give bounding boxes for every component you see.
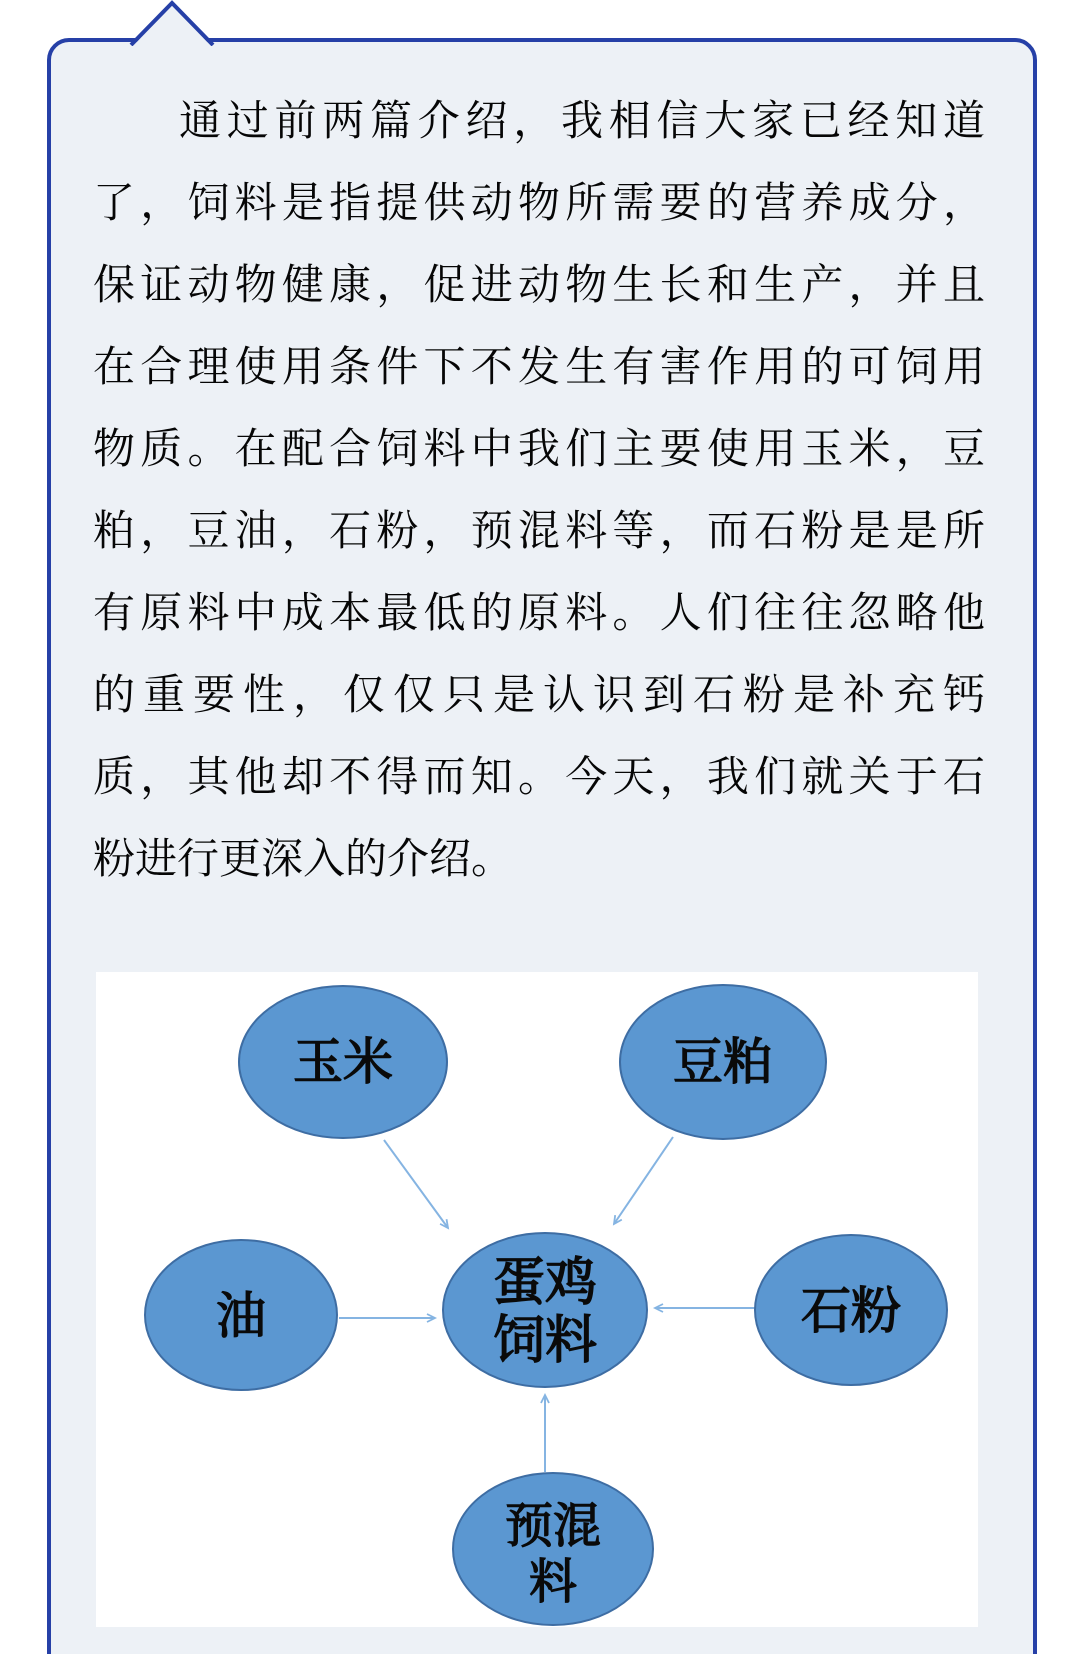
node-stone-powder-label: 石粉 [801,1281,901,1340]
arrow-corn-to-feed [384,1140,448,1228]
node-premix-label-line1: 预混 [504,1498,602,1554]
node-corn [239,986,447,1138]
node-corn-label: 玉米 [293,1032,393,1091]
article-paragraph [93,80,985,900]
node-premix-label-line2: 料 [528,1554,578,1610]
paragraph-line: 粉进行更深入的介绍。 [93,835,514,882]
node-soybean-meal [620,985,826,1139]
node-stone-powder [755,1235,947,1385]
bubble-tail-icon [129,0,215,46]
paragraph-line: 保证动物健康，促进动物生长和生产，并且 [93,261,985,308]
node-layer-feed-label-line1: 蛋鸡 [492,1252,598,1313]
node-layer-feed [443,1233,647,1387]
paragraph-line: 在合理使用条件下不发生有害作用的可饲用 [93,343,985,390]
paragraph-line: 粕，豆油，石粉，预混料等，而石粉是是所 [93,507,985,554]
node-oil [145,1240,337,1390]
paragraph-line: 通过前两篇介绍，我相信大家已经知道 [179,97,985,144]
node-soybean-meal-label: 豆粕 [673,1032,773,1091]
paragraph-line: 质，其他却不得而知。今天，我们就关于石 [93,753,985,800]
diagram-canvas [96,972,978,1627]
feed-ingredients-diagram [96,972,978,1627]
paragraph-line: 有原料中成本最低的原料。人们往往忽略他 [93,589,985,636]
node-layer-feed-label-line2: 饲料 [492,1310,598,1371]
paragraph-line: 物质。在配合饲料中我们主要使用玉米，豆 [93,425,985,472]
node-premix [453,1473,653,1625]
paragraph-line: 了，饲料是指提供动物所需要的营养成分， [93,179,985,226]
arrow-soybean-meal-to-feed [614,1137,673,1224]
node-oil-label: 油 [216,1286,266,1345]
paragraph-line: 的重要性，仅仅只是认识到石粉是补充钙 [93,671,985,718]
